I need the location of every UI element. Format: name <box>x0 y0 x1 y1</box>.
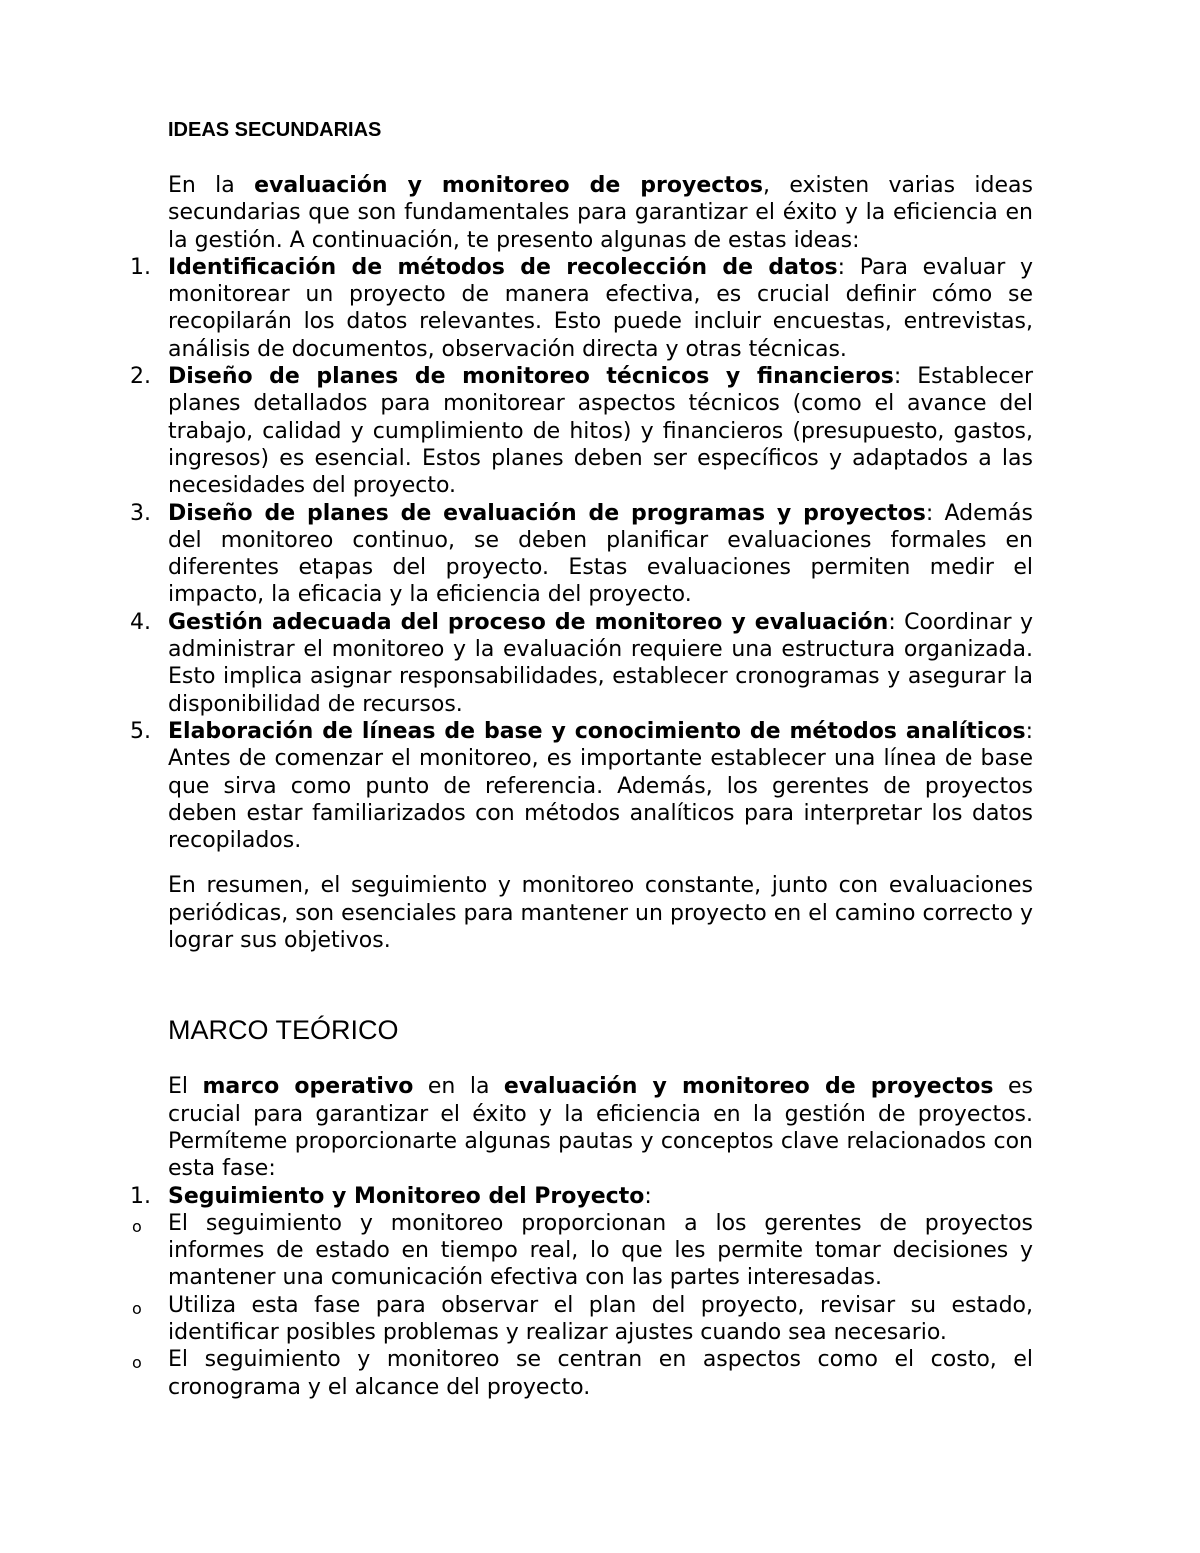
list-item: 5. Elaboración de líneas de base y conocimiento de métodos analíticos: Antes de comenzar el monitoreo, es importante establecer una línea de base que sirva como punto de referencia. Además, los gerentes de proyectos deben estar familiarizados con métodos analíticos para interpretar los datos recopilados. <box>130 718 1033 854</box>
list-item: 1. Identificación de métodos de recolección de datos: Para evaluar y monitorear un proyecto de manera efectiva, es crucial definir cómo se recopilarán los datos relevantes. Esto puede incluir encuestas, entrevistas, análisis de documentos, observación directa y otras técnicas. <box>130 254 1033 362</box>
list-item: 3. Diseño de planes de evaluación de programas y proyectos: Además del monitoreo continuo, se deben planificar evaluaciones formales en diferentes etapas del proyecto. Estas evaluaciones permiten medir el impacto, la eficacia y la eficiencia del proyecto. <box>130 500 1033 608</box>
section-title-ideas-secundarias: IDEAS SECUNDARIAS <box>168 119 382 141</box>
circle-bullet-icon: o <box>132 1353 142 1373</box>
section-title-marco-teorico: MARCO TEÓRICO <box>168 1015 399 1046</box>
circle-bullet-icon: o <box>132 1298 142 1318</box>
marco-intro-paragraph: El marco operativo en la evaluación y monitoreo de proyectos es crucial para garantizar el éxito y la eficiencia en la gestión de proyectos. Permíteme proporcionarte algunas pautas y conceptos clave relacionados con esta fase: <box>168 1074 1033 1182</box>
intro-paragraph: En la evaluación y monitoreo de proyectos, existen varias ideas secundarias que son fundamentales para garantizar el éxito y la eficiencia en la gestión. A continuación, te presento algunas de estas ideas: <box>168 173 1033 253</box>
document-body <box>130 116 1034 1401</box>
list-item: 2. Diseño de planes de monitoreo técnicos y financieros: Establecer planes detallados para monitorear aspectos técnicos (como el avance del trabajo, calidad y cumplimiento de hitos) y financieros (presupuesto, gastos, ingresos) es esencial. Estos planes deben ser específicos y adaptados a las necesidades del proyecto. <box>130 364 1033 499</box>
marco-bullet-list <box>132 1210 1033 1401</box>
list-item: 1. Seguimiento y Monitoreo del Proyecto: <box>130 1183 652 1209</box>
bullet-item: o El seguimiento y monitoreo proporcionan a los gerentes de proyectos informes de estado en tiempo real, lo que les permite tomar decisiones y mantener una comunicación efectiva con las partes interesadas. <box>132 1210 1033 1291</box>
list-item: 4. Gestión adecuada del proceso de monitoreo y evaluación: Coordinar y administrar el monitoreo y la evaluación requiere una estructura organizada. Esto implica asignar responsabilidades, establecer cronogramas y asegurar la disponibilidad de recursos. <box>130 609 1034 717</box>
bullet-item: o Utiliza esta fase para observar el plan del proyecto, revisar su estado, identificar posibles problemas y realizar ajustes cuando sea necesario. <box>132 1292 1033 1345</box>
marco-list <box>130 1183 1033 1210</box>
bullet-item: o El seguimiento y monitoreo se centran en aspectos como el costo, el cronograma y el alcance del proyecto. <box>132 1347 1033 1400</box>
ideas-list <box>130 254 1034 855</box>
circle-bullet-icon: o <box>132 1216 142 1236</box>
summary-paragraph: En resumen, el seguimiento y monitoreo constante, junto con evaluaciones periódicas, son esenciales para mantener un proyecto en el camino correcto y lograr sus objetivos. <box>168 873 1033 954</box>
